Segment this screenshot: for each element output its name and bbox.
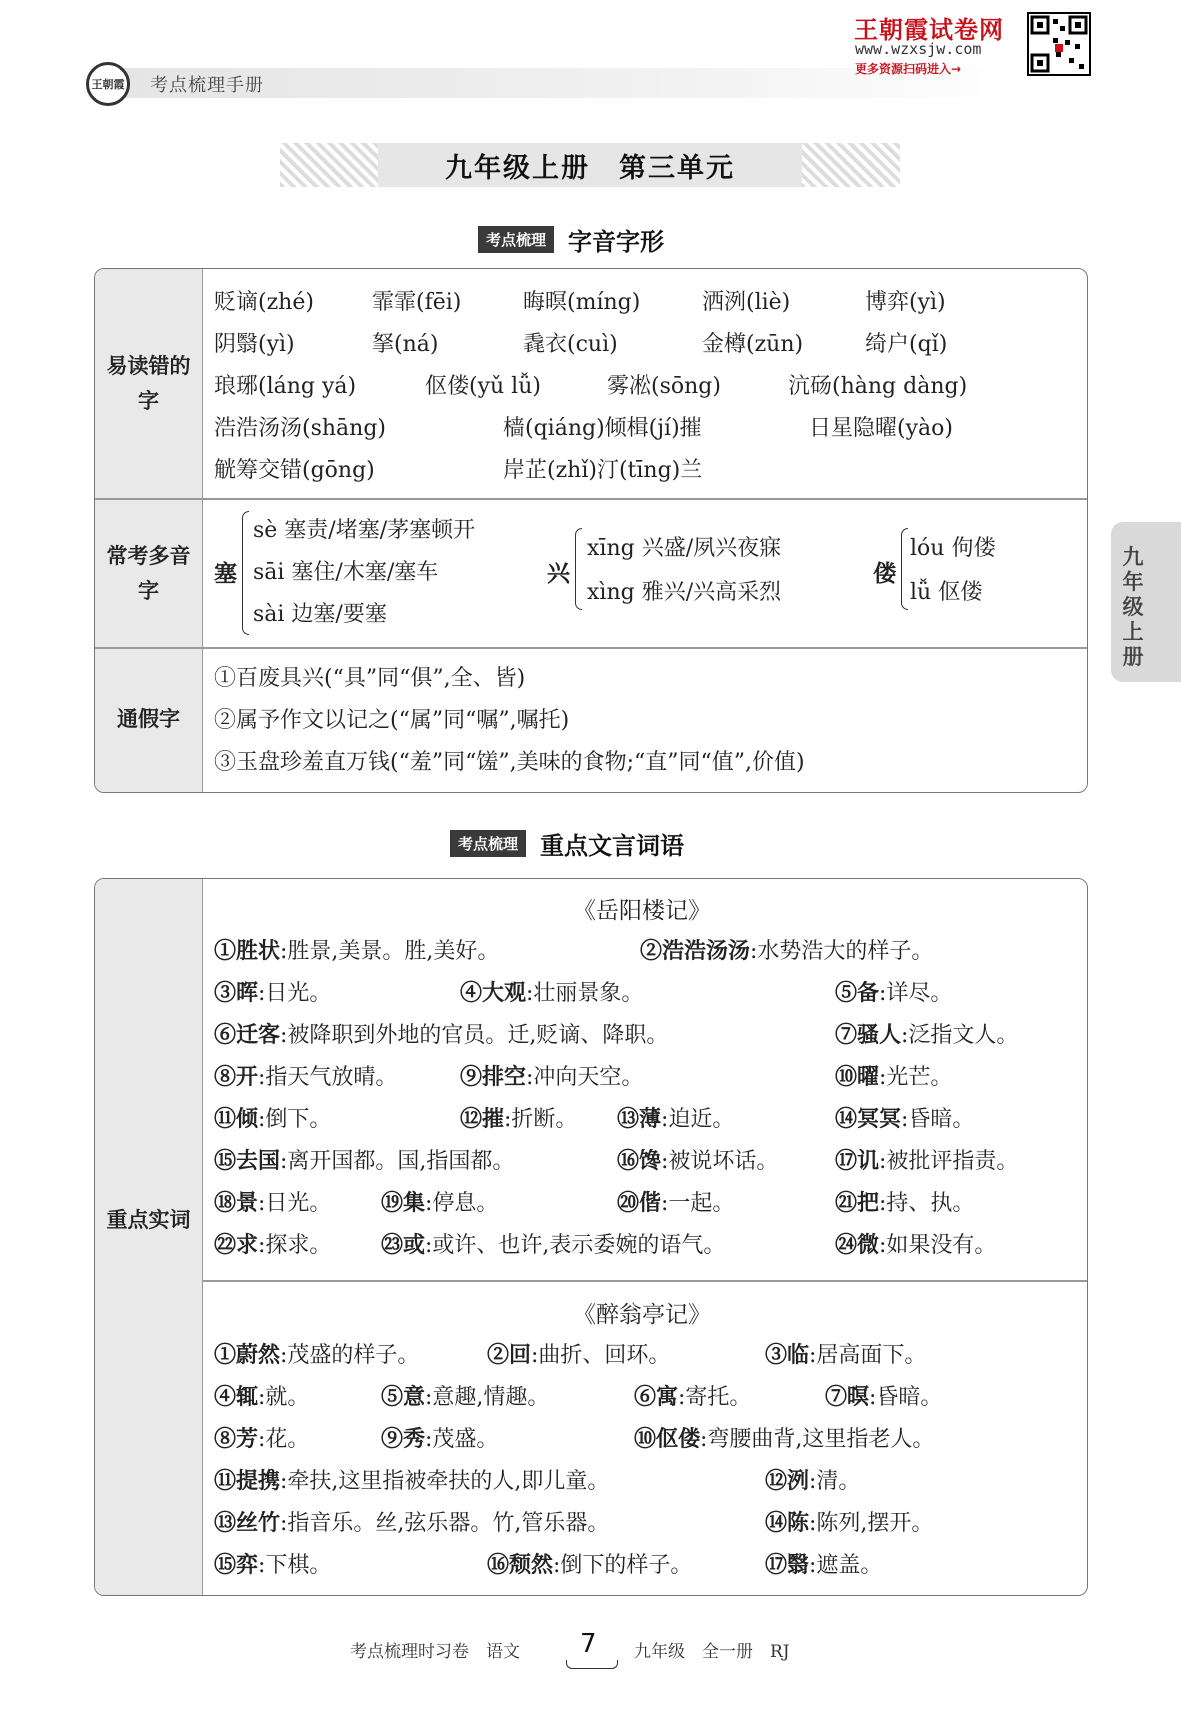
vocab-def: :光芒。 bbox=[879, 1065, 953, 1090]
vocab-term: ②浩浩汤汤 bbox=[640, 938, 751, 964]
vocab-item bbox=[381, 1380, 549, 1411]
vocab-def: :被降职到外地的官员。迁,贬谪、降职。 bbox=[280, 1023, 669, 1048]
vocab-def: :离开国都。国,指国都。 bbox=[280, 1149, 515, 1174]
vocab-item bbox=[835, 1018, 1018, 1049]
vocab-item bbox=[460, 1060, 643, 1091]
vocab-item bbox=[835, 1102, 974, 1133]
vocab-def: :一起。 bbox=[661, 1191, 735, 1216]
vocab-term: ⑫摧 bbox=[460, 1106, 505, 1132]
passage-title-zuiweng: 《醉翁亭记》 bbox=[573, 1302, 711, 1328]
row-divider bbox=[95, 647, 1087, 649]
section1-heading bbox=[478, 222, 664, 257]
vocab-term: ⑰翳 bbox=[765, 1552, 810, 1578]
vocab-term: ⑭冥冥 bbox=[835, 1106, 902, 1132]
vocab-def: :日光。 bbox=[258, 1191, 332, 1216]
vocab-term: ⑬丝竹 bbox=[214, 1510, 281, 1536]
polyphone-reading: lǚ 伛偻 bbox=[910, 580, 983, 605]
vocab-term: ㉑把 bbox=[835, 1190, 880, 1216]
vocab-term: ⑥迁客 bbox=[214, 1022, 281, 1048]
word-item: 霏霏(fēi) bbox=[372, 290, 462, 315]
vocab-def: :意趣,情趣。 bbox=[425, 1385, 550, 1410]
vocab-item bbox=[214, 1548, 331, 1579]
vocab-term: ④大观 bbox=[460, 980, 527, 1006]
section2-title: 重点文言词语 bbox=[540, 832, 685, 860]
word-item: 雾凇(sōng) bbox=[607, 374, 721, 399]
vocab-item bbox=[214, 1422, 309, 1453]
zi-yin-zi-xing-table bbox=[94, 268, 1088, 793]
vocab-item bbox=[460, 976, 643, 1007]
vocab-item bbox=[617, 1102, 734, 1133]
word-item: 觥筹交错(gōng) bbox=[214, 458, 375, 483]
vocab-item bbox=[835, 976, 952, 1007]
vocab-item bbox=[835, 1144, 1018, 1175]
word-item: 日星隐曜(yào) bbox=[809, 416, 953, 441]
vocab-def: :陈列,摆开。 bbox=[809, 1511, 934, 1536]
vocab-def: :弯腰曲背,这里指老人。 bbox=[700, 1427, 935, 1452]
vocab-term: ⑦暝 bbox=[825, 1384, 870, 1410]
vocab-def: :详尽。 bbox=[879, 981, 953, 1006]
vocab-term: ⑩曜 bbox=[835, 1064, 880, 1090]
vocab-def: :折断。 bbox=[504, 1107, 578, 1132]
vocab-item bbox=[214, 1102, 331, 1133]
word-item: 晦暝(míng) bbox=[523, 290, 641, 315]
row-label-zhong-dian-shi-ci: 重点实词 bbox=[106, 1208, 191, 1232]
page-number: 7 bbox=[580, 1629, 597, 1659]
vocab-term: ⑲集 bbox=[381, 1190, 426, 1216]
polyphone-head-lou: 偻 bbox=[873, 560, 896, 587]
vocab-item bbox=[825, 1380, 942, 1411]
word-item: 阴翳(yì) bbox=[214, 332, 295, 357]
vocab-item bbox=[214, 1228, 331, 1259]
vocab-def: :冲向天空。 bbox=[526, 1065, 644, 1090]
vocab-term: ⑯馋 bbox=[617, 1148, 662, 1174]
header-title: 考点梳理手册 bbox=[150, 75, 264, 96]
word-item: 岸芷(zhǐ)汀(tīng)兰 bbox=[503, 458, 703, 483]
vocab-item bbox=[214, 1018, 668, 1049]
polyphone-reading: sè 塞责/堵塞/茅塞顿开 bbox=[253, 518, 476, 543]
word-item: 毳衣(cuì) bbox=[523, 332, 618, 357]
vocab-item bbox=[214, 1464, 609, 1495]
footer-left: 考点梳理时习卷 语文 bbox=[350, 1642, 520, 1662]
vocab-def: :持、执。 bbox=[879, 1191, 975, 1216]
vocab-def: :倒下。 bbox=[258, 1107, 332, 1132]
vocab-term: ③晖 bbox=[214, 980, 259, 1006]
vocab-item bbox=[765, 1464, 860, 1495]
vocab-term: ⑱景 bbox=[214, 1190, 259, 1216]
vocab-item bbox=[835, 1060, 952, 1091]
tongjia-item: ②属予作文以记之(“属”同“嘱”,嘱托) bbox=[214, 708, 570, 733]
passage-divider bbox=[202, 1280, 1087, 1282]
vocab-item bbox=[835, 1186, 974, 1217]
vocab-term: ②回 bbox=[487, 1342, 532, 1368]
vocab-item bbox=[487, 1548, 692, 1579]
vocab-def: :倒下的样子。 bbox=[553, 1553, 693, 1578]
vocab-term: ㉒求 bbox=[214, 1232, 259, 1258]
vocab-def: :指音乐。丝,弦乐器。竹,管乐器。 bbox=[280, 1511, 610, 1536]
vocab-def: :昏暗。 bbox=[869, 1385, 943, 1410]
polyphone-reading: sài 边塞/要塞 bbox=[253, 602, 387, 627]
vocab-term: ⑫洌 bbox=[765, 1468, 810, 1494]
vocab-item bbox=[487, 1338, 670, 1369]
vocab-def: :牵扶,这里指被牵扶的人,即儿童。 bbox=[280, 1469, 610, 1494]
vocab-def: :茂盛的样子。 bbox=[280, 1343, 420, 1368]
vocab-def: :停息。 bbox=[425, 1191, 499, 1216]
vocab-def: :花。 bbox=[258, 1427, 310, 1452]
vocab-item bbox=[214, 1380, 309, 1411]
vocab-term: ⑰讥 bbox=[835, 1148, 880, 1174]
vocab-def: :泛指文人。 bbox=[901, 1023, 1019, 1048]
vocab-item bbox=[640, 934, 933, 965]
vocab-term: ①蔚然 bbox=[214, 1342, 281, 1368]
vocab-item bbox=[214, 1060, 397, 1091]
section1-title: 字音字形 bbox=[568, 228, 665, 256]
brand-tip: 更多资源扫码进入→ bbox=[855, 62, 962, 76]
vocab-term: ⑤备 bbox=[835, 980, 880, 1006]
vocab-item bbox=[765, 1338, 926, 1369]
vocab-term: ⑨秀 bbox=[381, 1426, 426, 1452]
vocab-def: :曲折、回环。 bbox=[531, 1343, 671, 1368]
vocab-def: :探求。 bbox=[258, 1233, 332, 1258]
vocab-def: :寄托。 bbox=[678, 1385, 752, 1410]
vocab-item bbox=[381, 1228, 725, 1259]
section1-badge: 考点梳理 bbox=[478, 226, 554, 253]
vocab-term: ㉓或 bbox=[381, 1232, 426, 1258]
footer-right: 九年级 全一册 RJ bbox=[634, 1642, 790, 1662]
word-item: 琅琊(láng yá) bbox=[214, 374, 357, 399]
vocab-term: ①胜状 bbox=[214, 938, 281, 964]
vocab-def: :指天气放晴。 bbox=[258, 1065, 398, 1090]
vocab-def: :壮丽景象。 bbox=[526, 981, 644, 1006]
wen-yan-ci-yu-table bbox=[94, 878, 1088, 1596]
row-label-duo-yin-zi: 常考多音字 bbox=[106, 544, 191, 603]
vocab-item bbox=[214, 1144, 514, 1175]
vocab-def: :居高面下。 bbox=[809, 1343, 927, 1368]
polyphone-head-xing: 兴 bbox=[547, 560, 570, 587]
vocab-term: ⑬薄 bbox=[617, 1106, 662, 1132]
word-item: 博弈(yì) bbox=[865, 290, 946, 315]
word-item: 绮户(qǐ) bbox=[865, 332, 948, 357]
vocab-def: :清。 bbox=[809, 1469, 861, 1494]
vocab-term: ⑧芳 bbox=[214, 1426, 259, 1452]
section2-heading bbox=[450, 826, 684, 861]
vocab-term: ③临 bbox=[765, 1342, 810, 1368]
vocab-term: ㉔微 bbox=[835, 1232, 880, 1258]
vocab-term: ④辄 bbox=[214, 1384, 259, 1410]
logo: 王朝霞 bbox=[86, 62, 130, 106]
word-item: 金樽(zūn) bbox=[702, 332, 804, 357]
row-label-yi-du-cuo: 易读错的字 bbox=[106, 354, 191, 413]
vocab-term: ⑮去国 bbox=[214, 1148, 281, 1174]
vocab-item bbox=[214, 1338, 419, 1369]
vocab-item bbox=[460, 1102, 577, 1133]
tongjia-item: ①百废具兴(“具”同“俱”,全、皆) bbox=[214, 666, 526, 691]
word-item: 洒洌(liè) bbox=[702, 290, 791, 315]
word-item: 樯(qiáng)倾楫(jí)摧 bbox=[503, 416, 702, 441]
polyphone-head-sai: 塞 bbox=[214, 560, 237, 587]
vocab-term: ⑧开 bbox=[214, 1064, 259, 1090]
brand-name[interactable]: 王朝霞试卷网 bbox=[854, 16, 1004, 44]
vocab-def: :胜景,美景。胜,美好。 bbox=[280, 939, 500, 964]
vocab-def: :昏暗。 bbox=[901, 1107, 975, 1132]
vocab-term: ⑭陈 bbox=[765, 1510, 810, 1536]
passage-title-yueyang: 《岳阳楼记》 bbox=[573, 898, 711, 924]
vocab-item bbox=[214, 934, 499, 965]
polyphone-reading: xìng 雅兴/兴高采烈 bbox=[587, 580, 782, 605]
vocab-term: ⑯颓然 bbox=[487, 1552, 554, 1578]
vocab-def: :被说坏话。 bbox=[661, 1149, 779, 1174]
qr-code-icon[interactable] bbox=[1027, 12, 1091, 76]
vocab-term: ⑤意 bbox=[381, 1384, 426, 1410]
vocab-item bbox=[617, 1186, 734, 1217]
brace bbox=[242, 511, 249, 635]
vocab-def: :茂盛。 bbox=[425, 1427, 499, 1452]
vocab-def: :被批评指责。 bbox=[879, 1149, 1019, 1174]
brace bbox=[575, 528, 582, 610]
vocab-term: ⑥寓 bbox=[634, 1384, 679, 1410]
vocab-def: :迫近。 bbox=[661, 1107, 735, 1132]
word-item: 浩浩汤汤(shāng) bbox=[214, 416, 386, 441]
vocab-def: :日光。 bbox=[258, 981, 332, 1006]
row-divider bbox=[95, 498, 1087, 500]
polyphone-reading: sāi 塞住/木塞/塞车 bbox=[253, 560, 439, 585]
row-label-tong-jia-zi: 通假字 bbox=[117, 707, 180, 731]
side-tab-label: 九年级上册 bbox=[1122, 545, 1144, 669]
vocab-item bbox=[381, 1422, 498, 1453]
vocab-term: ⑪提携 bbox=[214, 1468, 281, 1494]
vocab-item bbox=[634, 1422, 934, 1453]
vocab-term: ⑦骚人 bbox=[835, 1022, 902, 1048]
polyphone-reading: xīng 兴盛/夙兴夜寐 bbox=[587, 536, 782, 561]
page-number-bracket bbox=[566, 1660, 618, 1669]
vocab-item bbox=[214, 976, 331, 1007]
vocab-def: :遮盖。 bbox=[809, 1553, 883, 1578]
page-title: 九年级上册 第三单元 bbox=[378, 143, 802, 187]
vocab-item bbox=[835, 1228, 996, 1259]
brand-url[interactable]: www.wzxsjw.com bbox=[855, 40, 982, 58]
brace bbox=[901, 528, 908, 610]
section2-badge: 考点梳理 bbox=[450, 830, 526, 857]
vocab-term: ⑩伛偻 bbox=[634, 1426, 701, 1452]
vocab-term: ⑳偕 bbox=[617, 1190, 662, 1216]
word-item: 贬谪(zhé) bbox=[214, 290, 314, 315]
vocab-def: :就。 bbox=[258, 1385, 310, 1410]
vocab-term: ⑮弈 bbox=[214, 1552, 259, 1578]
vocab-def: :下棋。 bbox=[258, 1553, 332, 1578]
vocab-item bbox=[634, 1380, 751, 1411]
vocab-def: :如果没有。 bbox=[879, 1233, 997, 1258]
vocab-item bbox=[214, 1186, 331, 1217]
vocab-item bbox=[214, 1506, 609, 1537]
vocab-item bbox=[381, 1186, 498, 1217]
vocab-term: ⑪倾 bbox=[214, 1106, 259, 1132]
vocab-item bbox=[765, 1548, 882, 1579]
word-item: 沆砀(hàng dàng) bbox=[788, 374, 968, 399]
word-item: 伛偻(yǔ lǚ) bbox=[425, 374, 541, 399]
vocab-def: :水势浩大的样子。 bbox=[750, 939, 934, 964]
polyphone-reading: lóu 佝偻 bbox=[910, 536, 996, 561]
tongjia-item: ③玉盘珍羞直万钱(“羞”同“馐”,美味的食物;“直”同“值”,价值) bbox=[214, 750, 805, 775]
word-item: 拏(ná) bbox=[372, 332, 439, 357]
vocab-item bbox=[617, 1144, 778, 1175]
vocab-item bbox=[765, 1506, 933, 1537]
vocab-def: :或许、也许,表示委婉的语气。 bbox=[425, 1233, 726, 1258]
vocab-term: ⑨排空 bbox=[460, 1064, 527, 1090]
